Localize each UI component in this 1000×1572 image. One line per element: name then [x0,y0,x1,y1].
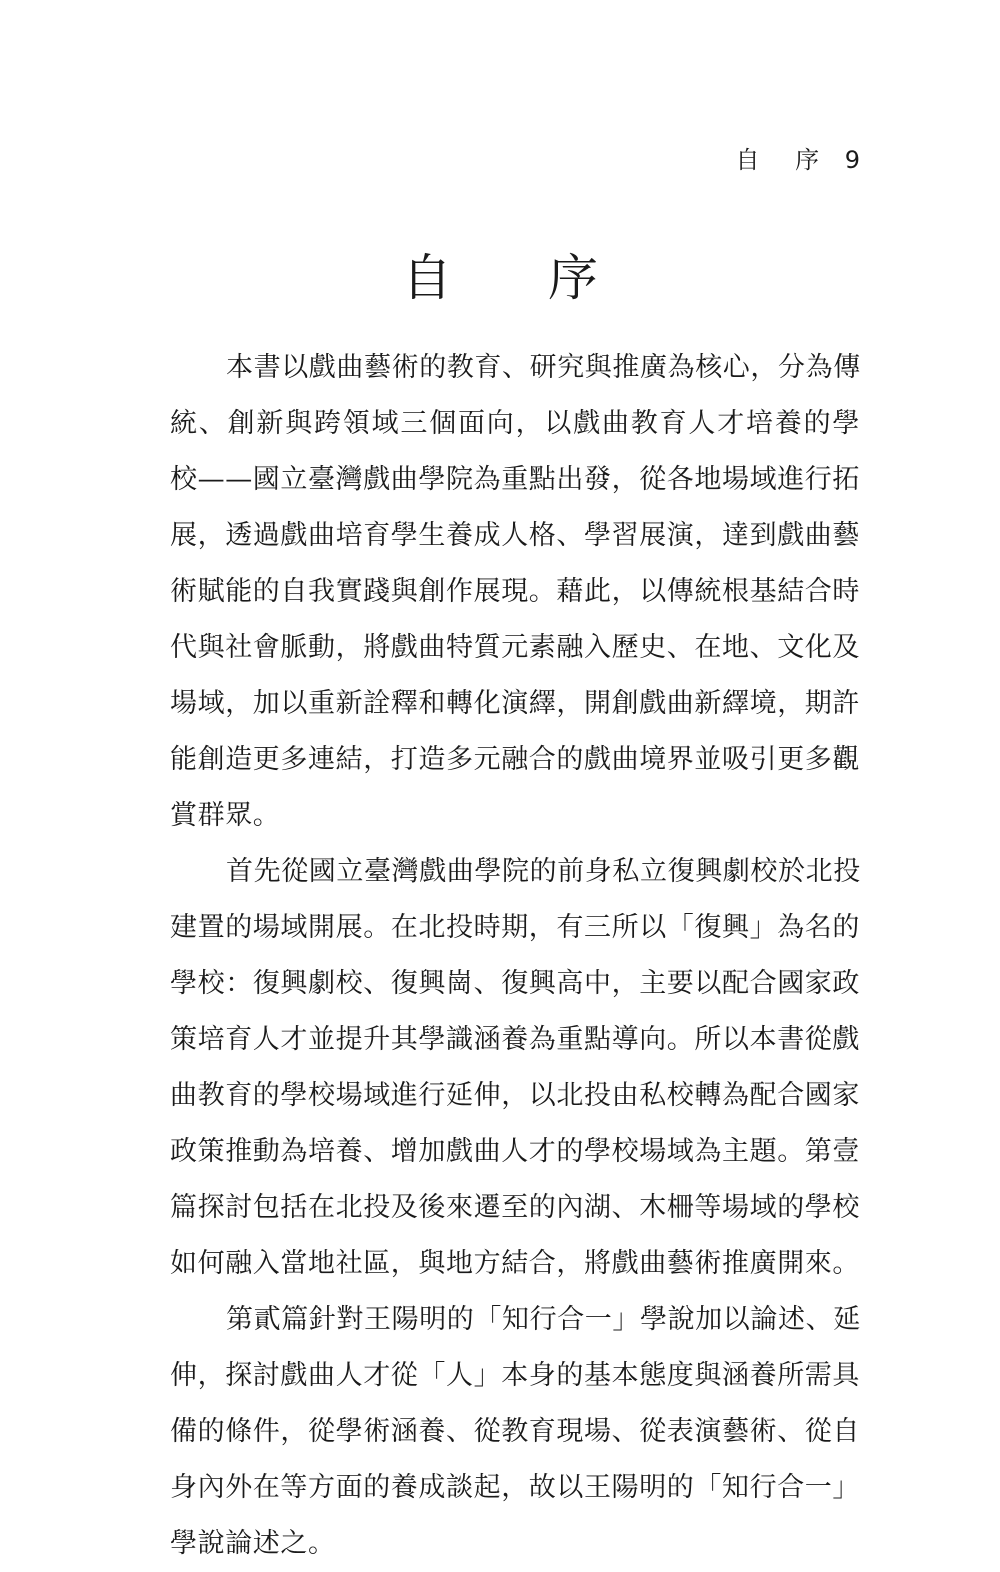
paragraph-line: 代與社會脈動，將戲曲特質元素融入歷史、在地、文化及 [170,632,860,663]
paragraph-line: 校——國立臺灣戲曲學院為重點出發，從各地場域進行拓 [170,464,860,495]
paragraph-line: 術賦能的自我實踐與創作展現。藉此，以傳統根基結合時 [170,576,860,607]
paragraph-line: 展，透過戲曲培育學生養成人格、學習展演，達到戲曲藝 [170,520,860,551]
running-header-title: 自 序 [735,146,834,174]
paragraph-line: 場域，加以重新詮釋和轉化演繹，開創戲曲新繹境，期許 [170,688,860,719]
running-header [735,140,860,175]
paragraph-line: 本書以戲曲藝術的教育、研究與推廣為核心，分為傳 [226,352,861,383]
chapter-title: 自 序 [402,249,638,307]
paragraph-line: 學說論述之。 [170,1528,336,1559]
paragraph-line: 伸，探討戲曲人才從「人」本身的基本態度與涵養所需具 [170,1360,860,1391]
paragraph-line: 策培育人才並提升其學識涵養為重點導向。所以本書從戲 [170,1024,860,1055]
paragraph-line: 備的條件，從學術涵養、從教育現場、從表演藝術、從自 [170,1416,860,1447]
paragraph-line: 曲教育的學校場域進行延伸，以北投由私校轉為配合國家 [170,1080,860,1111]
paragraph-line: 建置的場域開展。在北投時期，有三所以「復興」為名的 [170,912,860,943]
paragraph-line: 如何融入當地社區，與地方結合，將戲曲藝術推廣開來。 [170,1248,860,1279]
paragraph-line: 第貳篇針對王陽明的「知行合一」學說加以論述、延 [226,1304,861,1335]
paragraph-line: 學校：復興劇校、復興崗、復興高中，主要以配合國家政 [170,968,860,999]
paragraph-line: 首先從國立臺灣戲曲學院的前身私立復興劇校於北投 [226,856,861,887]
paragraph-line: 篇探討包括在北投及後來遷至的內湖、木柵等場域的學校 [170,1192,860,1223]
paragraph-line: 身內外在等方面的養成談起，故以王陽明的「知行合一」 [170,1472,860,1503]
paragraph-line: 賞群眾。 [170,800,281,831]
page-number: 9 [844,146,860,174]
paragraph-line: 政策推動為培養、增加戲曲人才的學校場域為主題。第壹 [170,1136,860,1167]
body-text [170,340,860,1572]
paragraph-line: 統、創新與跨領域三個面向，以戲曲教育人才培養的學 [170,408,860,439]
paragraph-line: 能創造更多連結，打造多元融合的戲曲境界並吸引更多觀 [170,744,860,775]
